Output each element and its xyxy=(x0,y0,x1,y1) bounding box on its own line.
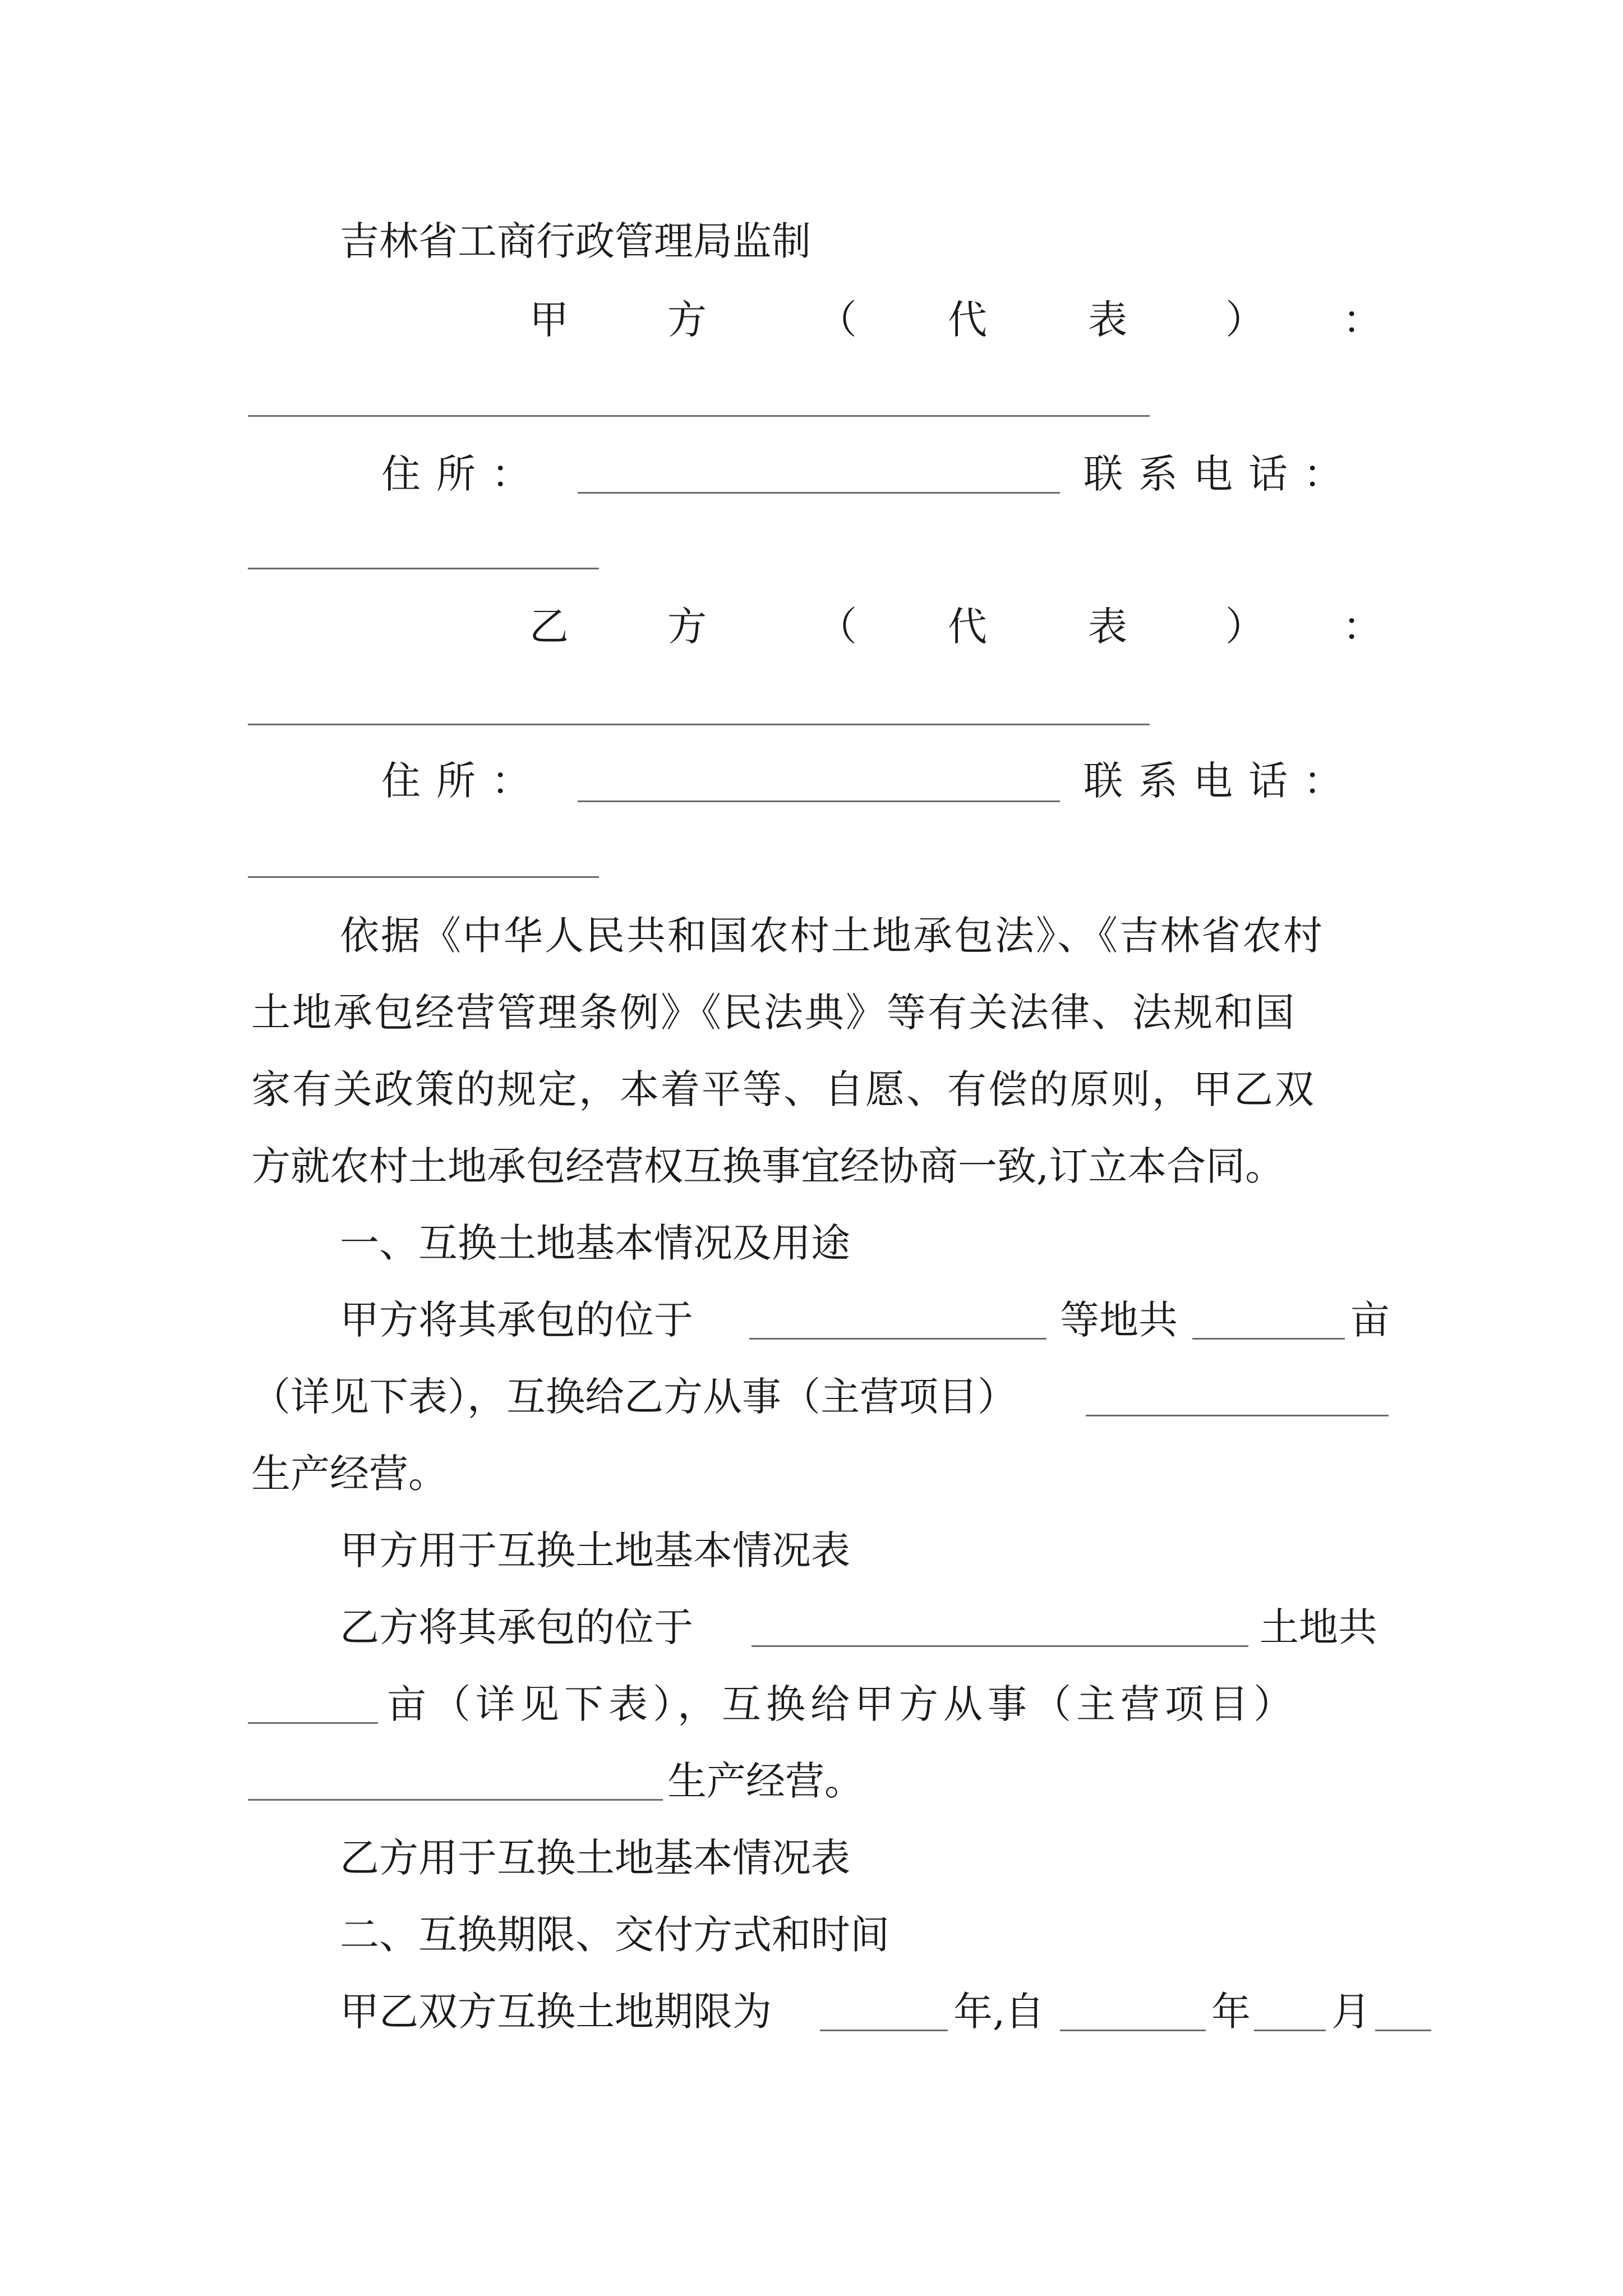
a-location-blank[interactable] xyxy=(749,1338,1046,1340)
party-b-address-blank[interactable] xyxy=(578,800,1060,802)
party-a-name-blank[interactable] xyxy=(248,415,1150,417)
a-project-blank[interactable] xyxy=(1086,1415,1389,1416)
a-table-caption: 甲方用于互换土地基本情况表 xyxy=(340,1527,850,1573)
preamble-line: 依据《中华人民共和国农村土地承包法》、《吉林省农村 xyxy=(340,913,1324,959)
party-b-char: 乙 xyxy=(529,604,569,650)
term-text: 年 xyxy=(1211,1989,1251,2035)
party-a-char: ： xyxy=(1343,297,1382,343)
section-2-heading: 二、互换期限、交付方式和时间 xyxy=(340,1912,889,1958)
a-clause-text: 甲方将其承包的位于 xyxy=(340,1297,693,1343)
b-location-blank[interactable] xyxy=(751,1645,1248,1647)
term-text: 月 xyxy=(1331,1989,1371,2035)
party-b-char: 表 xyxy=(1088,604,1127,650)
party-b-char: （ xyxy=(818,604,857,650)
party-a-address-label: 住所： xyxy=(381,451,546,497)
party-a-address-blank[interactable] xyxy=(578,492,1060,494)
b-clause-text: 土地共 xyxy=(1260,1604,1377,1650)
party-a-char: 方 xyxy=(667,297,707,343)
a-clause-text: 等地共 xyxy=(1060,1297,1178,1343)
party-a-phone-blank[interactable] xyxy=(248,568,599,569)
start-year-blank[interactable] xyxy=(1060,2030,1206,2031)
start-day-blank[interactable] xyxy=(1375,2030,1431,2031)
b-table-caption: 乙方用于互换土地基本情况表 xyxy=(340,1835,850,1881)
preamble-line: 家有关政策的规定，本着平等、自愿、有偿的原则，甲乙双 xyxy=(251,1066,1316,1112)
party-b-char: 方 xyxy=(667,604,707,650)
party-a-char: 甲 xyxy=(529,297,569,343)
party-b-phone-label: 联系电话： xyxy=(1083,758,1358,804)
party-b-phone-blank[interactable] xyxy=(248,876,599,878)
preamble-line: 方就农村土地承包经营权互换事宜经协商一致,订立本合同。 xyxy=(251,1143,1285,1189)
b-project-blank[interactable] xyxy=(248,1799,663,1801)
party-b-char: ） xyxy=(1225,604,1265,650)
term-text: 甲乙双方互换土地期限为 xyxy=(340,1989,772,2035)
party-a-char: ） xyxy=(1225,297,1265,343)
section-1-heading: 一、互换土地基本情况及用途 xyxy=(340,1220,850,1266)
party-a-char: 表 xyxy=(1088,297,1127,343)
term-text: 年,自 xyxy=(953,1989,1045,2035)
party-b-char: ： xyxy=(1343,604,1382,650)
start-month-blank[interactable] xyxy=(1254,2030,1326,2031)
b-clause-text: 亩（详见下表），互换给甲方从事（主营项目） xyxy=(387,1681,1298,1727)
party-b-name-blank[interactable] xyxy=(248,724,1150,725)
party-b-address-label: 住所： xyxy=(381,758,546,804)
supervisor-line: 吉林省工商行政管理局监制 xyxy=(340,218,811,264)
party-b-char: 代 xyxy=(948,604,987,650)
a-clause-text: （详见下表），互换给乙方从事（主营项目） xyxy=(251,1374,1017,1420)
a-clause-text: 亩 xyxy=(1350,1297,1390,1343)
a-area-blank[interactable] xyxy=(1192,1338,1345,1340)
term-years-blank[interactable] xyxy=(820,2030,948,2031)
b-clause-text: 生产经营。 xyxy=(667,1758,864,1804)
party-a-char: 代 xyxy=(948,297,987,343)
preamble-line: 土地承包经营管理条例》《民法典》等有关法律、法规和国 xyxy=(251,990,1296,1036)
party-a-phone-label: 联系电话： xyxy=(1083,451,1358,497)
a-clause-text: 生产经营。 xyxy=(251,1451,448,1497)
party-a-char: （ xyxy=(818,297,857,343)
b-clause-text: 乙方将其承包的位于 xyxy=(340,1604,693,1650)
b-area-blank[interactable] xyxy=(248,1722,378,1724)
